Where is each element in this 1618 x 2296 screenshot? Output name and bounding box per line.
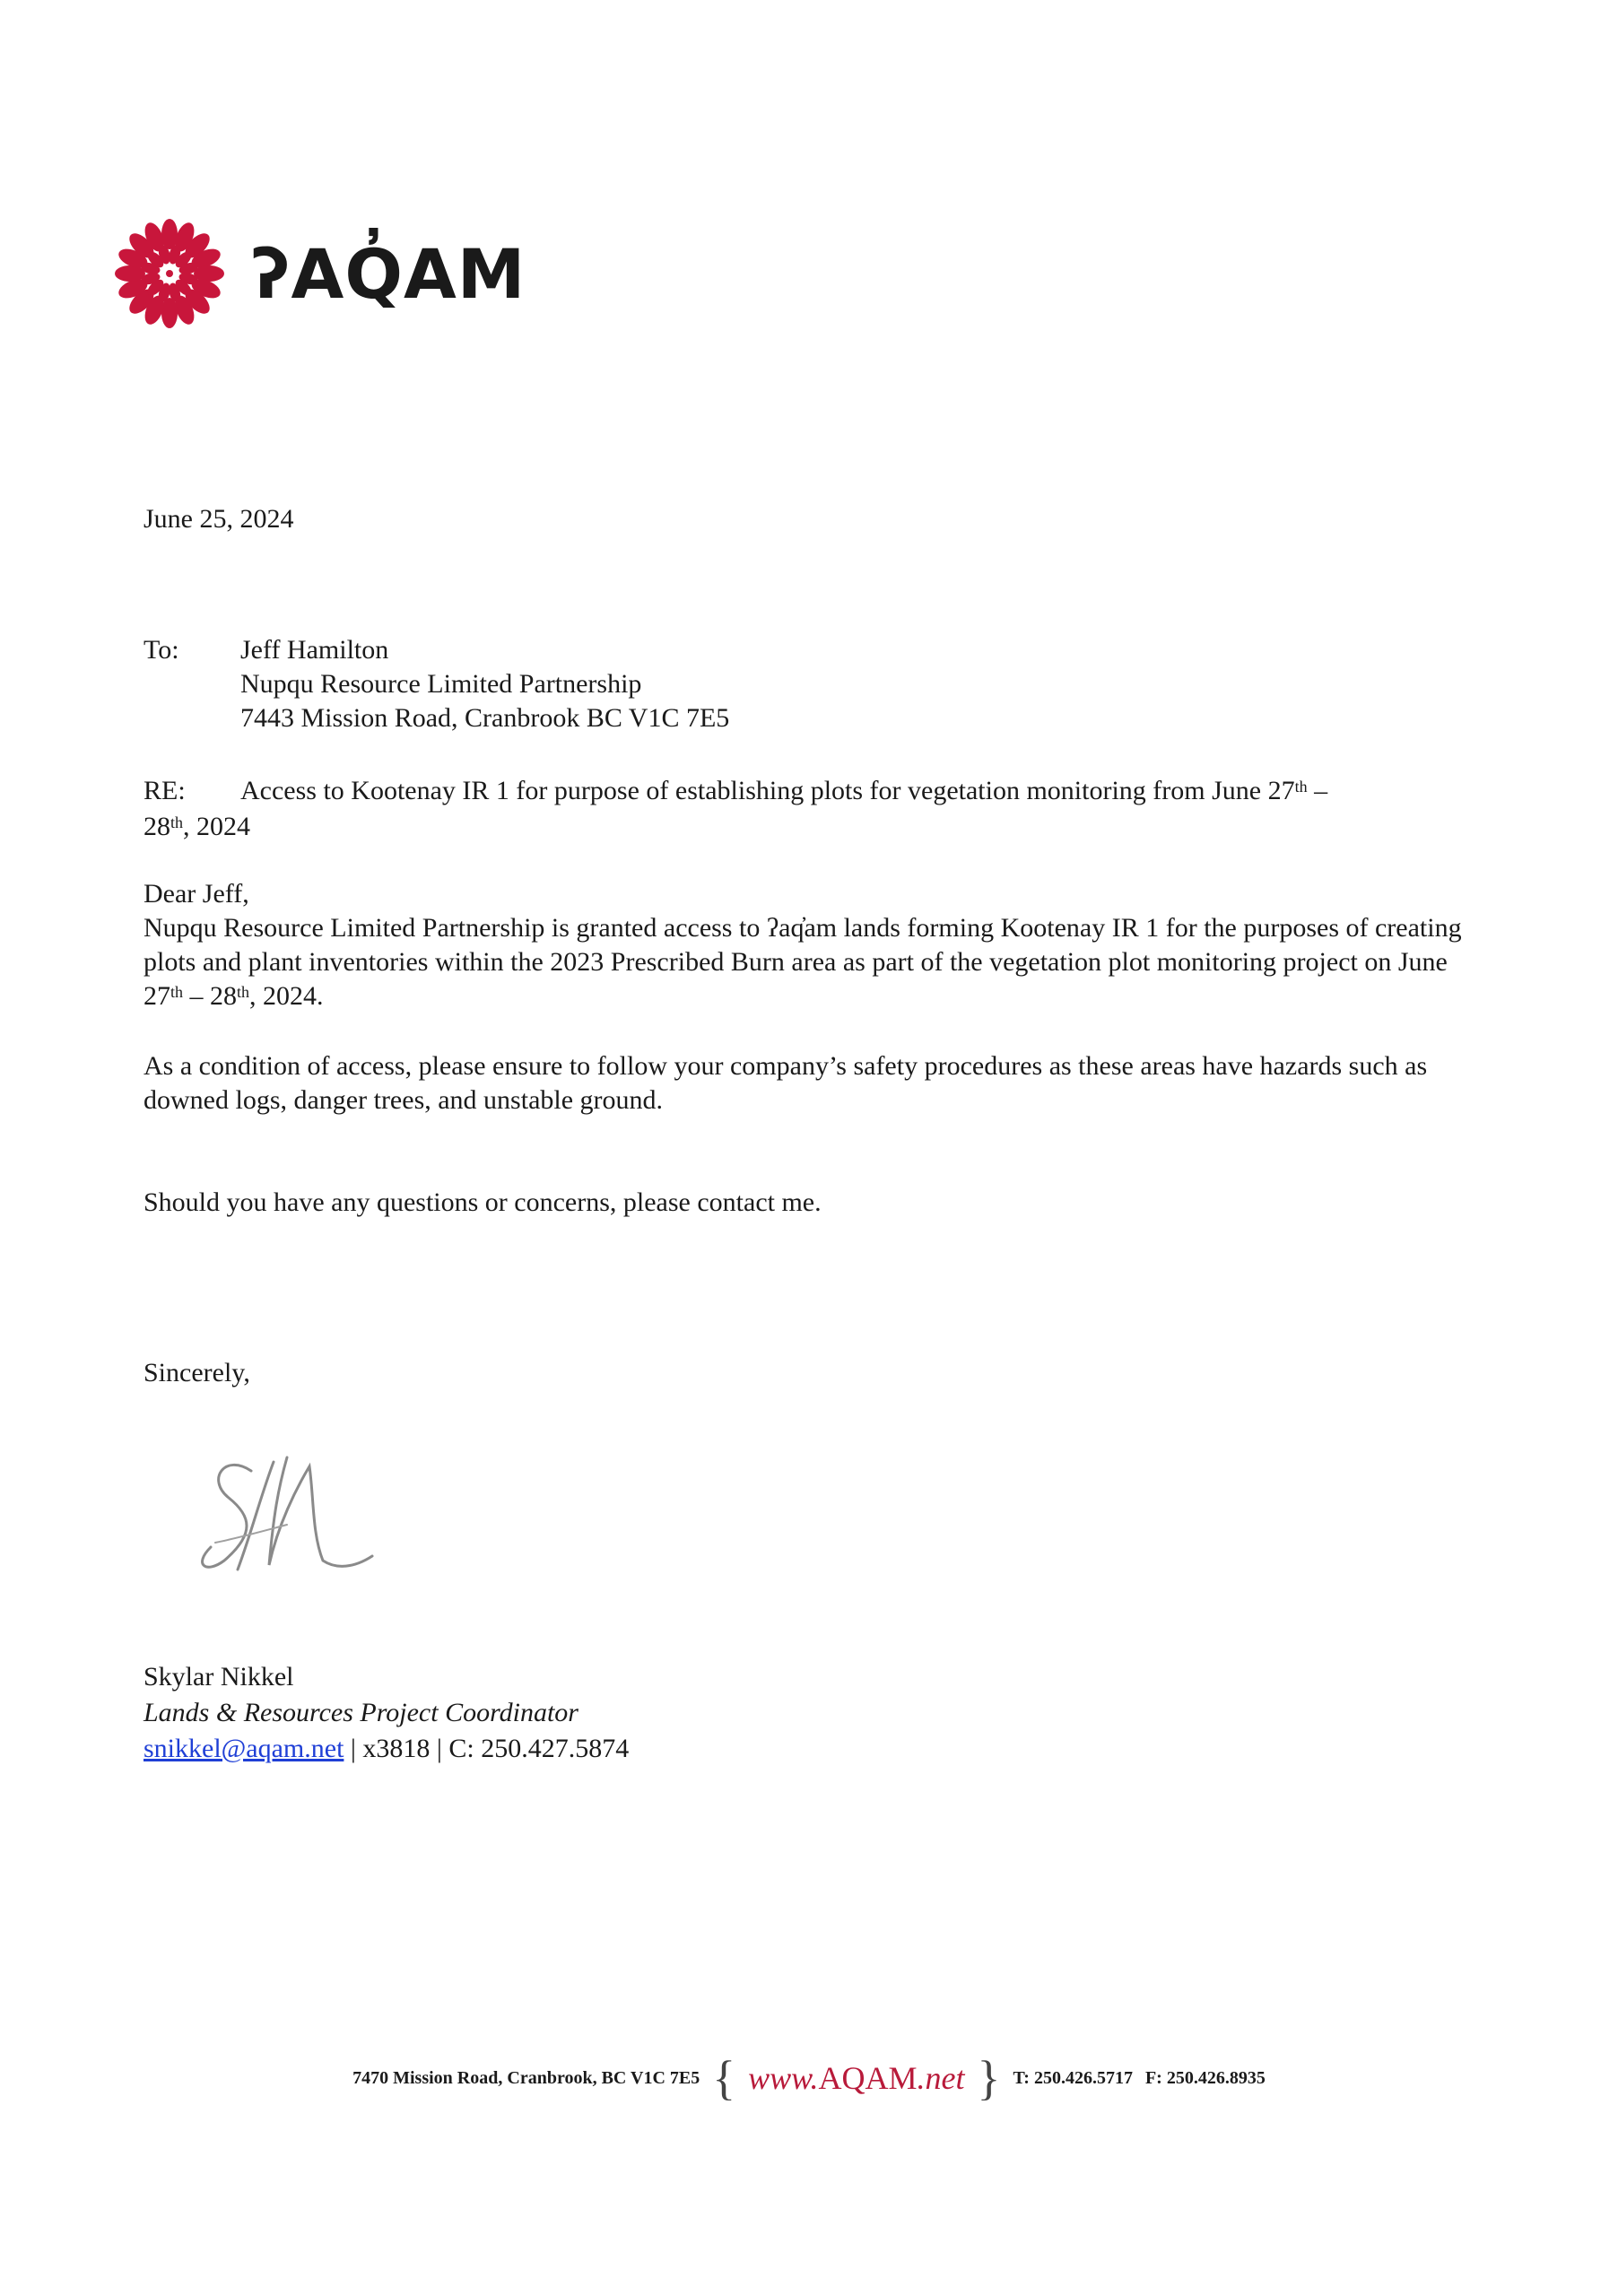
access-paragraph [144,911,1489,1013]
footer-close-brace: } [977,2051,1001,2105]
para1-text-b: – 28 [183,981,238,1011]
questions-paragraph: Should you have any questions or concerns, please contact me. [144,1187,822,1217]
logo-outer-petal [161,219,178,249]
closing: Sincerely, [144,1358,250,1387]
para1-sup-2: th [237,983,250,1001]
logo-outer-petal [194,265,224,282]
recipient-block [144,633,729,735]
org-wordmark: ʔAQ̓AM [251,233,526,314]
para1-sup-1: th [170,983,184,1001]
letterhead [111,215,526,332]
logo-outer-petal [161,298,178,328]
re-sup-1: th [1294,778,1308,796]
website-caps: AQAM [818,2060,918,2096]
subject-line [144,773,1489,845]
letter-date: June 25, 2024 [144,504,294,534]
signer-contact: | x3818 | C: 250.427.5874 [344,1734,630,1763]
para1-text-c: , 2024. [249,981,324,1011]
para1-text-a: Nupqu Resource Limited Partnership is granted access to ʔaq̓am lands forming Kootenay IR 1 for the purposes of creating plots and plant inventories within the 2023 Prescribed Burn area as part of the vegetation plot monitoring project on June 27 [144,913,1462,1011]
to-label: To: [144,635,179,665]
re-sup-2: th [170,813,184,831]
safety-paragraph: As a condition of access, please ensure to follow your company’s safety procedures as these areas have hazards such as downed logs, danger trees, and unstable ground. [144,1051,1428,1115]
logo-outer-petal [115,265,145,282]
letter-footer [0,2051,1618,2105]
footer-website[interactable] [748,2059,964,2097]
website-suffix: .net [917,2060,965,2096]
handwritten-signature [188,1435,404,1587]
footer-open-brace: { [712,2051,736,2105]
flower-logo-icon [111,215,228,332]
signer-name: Skylar Nikkel [144,1662,294,1692]
re-text-1: Access to Kootenay IR 1 for purpose of establishing plots for vegetation monitoring from June 27 [240,776,1295,805]
signature-block [144,1659,629,1767]
footer-fax: F: 250.426.8935 [1144,2067,1266,2088]
re-text-3: 28 [144,812,170,841]
re-label: RE: [144,776,186,805]
re-text-2: – [1307,776,1328,805]
signer-email-link[interactable]: snikkel@aqam.net [144,1734,344,1763]
re-text-4: , 2024 [183,812,251,841]
recipient-org: Nupqu Resource Limited Partnership [240,669,642,699]
signer-title: Lands & Resources Project Coordinator [144,1698,578,1727]
recipient-name: Jeff Hamilton [240,635,389,665]
website-prefix: www. [748,2060,819,2096]
greeting: Dear Jeff, [144,879,249,909]
recipient-address: 7443 Mission Road, Cranbrook BC V1C 7E5 [240,703,730,733]
recipient-lines [240,633,729,735]
signer-contact-line [144,1731,629,1767]
footer-address: 7470 Mission Road, Cranbrook, BC V1C 7E5 [352,2067,700,2088]
footer-phone: T: 250.426.5717 [1013,2067,1133,2088]
